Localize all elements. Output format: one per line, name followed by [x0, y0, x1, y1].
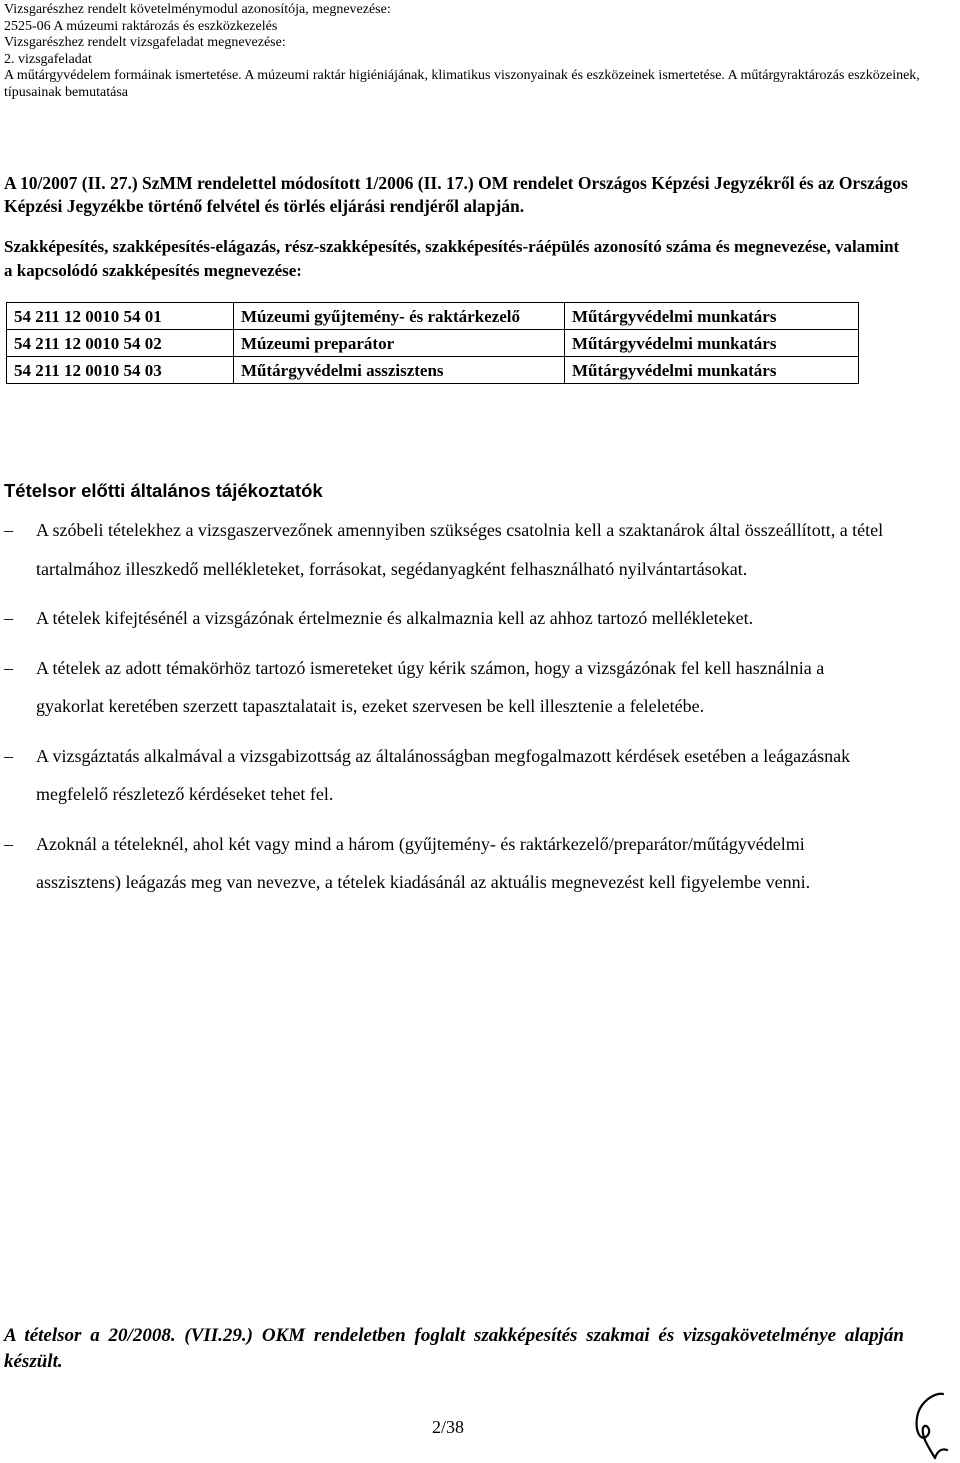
qualification-name: Múzeumi gyűjtemény- és raktárkezelő — [234, 303, 565, 330]
table-row — [7, 330, 859, 357]
list-item-text: A tételek kifejtésénél a vizsgázónak értelmeznie és alkalmaznia kell az ahhoz tartozó mellékleteket. — [36, 608, 754, 628]
dash-bullet-icon: – — [4, 520, 13, 540]
list-item — [4, 737, 884, 814]
decree-reference: A 10/2007 (II. 27.) SzMM rendelettel módosított 1/2006 (II. 17.) OM rendelet Országos Képzési Jegyzékről és az Országos Képzési Jegyzékbe történő felvétel és törlés eljárási rendjéről alapján. — [4, 173, 908, 216]
page-number: 2/38 — [432, 1417, 465, 1437]
related-qualification: Műtárgyvédelmi munkatárs — [565, 357, 859, 384]
header-task-name: 2. vizsgafeladat — [4, 51, 92, 67]
list-item — [4, 599, 884, 638]
dash-bullet-icon: – — [4, 745, 13, 766]
list-item-text: Azoknál a tételeknél, ahol két vagy mind a három (gyűjtemény- és raktárkezelő/preparátor/műtágyvédelmi asszisztens) leágazás meg van nevezve, a tételek kiadásánál az aktuális megnevezést kell figyelembe venni. — [36, 833, 811, 892]
qualification-table — [6, 302, 859, 384]
qualification-code: 54 211 12 0010 54 02 — [7, 330, 234, 357]
dash-bullet-icon: – — [4, 657, 13, 678]
header-task-label: Vizsgarészhez rendelt vizsgafeladat megnevezése: — [4, 35, 286, 50]
footer-note: A tételsor a 20/2008. (VII.29.) OKM rendeletben foglalt szakképesítés szakmai és vizsgakövetelménye alapján készült. — [4, 1325, 904, 1372]
list-item — [4, 649, 884, 726]
signature-mark — [905, 1388, 955, 1460]
list-item-text: A szóbeli tételekhez a vizsgaszervezőnek amennyiben szükséges csatolnia kell a szaktanárok által összeállított, a tétel tartalmához illeszkedő mellékleteket, forrásokat, segédanyagként felhasználható nyilvántartásokat. — [36, 520, 884, 579]
related-qualification: Műtárgyvédelmi munkatárs — [565, 303, 859, 330]
list-item-text: A vizsgáztatás alkalmával a vizsgabizottság az általánosságban megfogalmazott kérdések esetében a leágazásnak megfelelő részletező kérdéseket tehet fel. — [36, 745, 851, 804]
document-header — [4, 2, 944, 101]
qualification-intro: Szakképesítés, szakképesítés-elágazás, rész-szakképesítés, szakképesítés-ráépülés azonosító száma és megnevezése, valamint a kapcsolódó szakképesítés megnevezése: — [4, 237, 900, 280]
qualification-code: 54 211 12 0010 54 01 — [7, 303, 234, 330]
dash-bullet-icon: – — [4, 833, 13, 854]
qualification-name: Műtárgyvédelmi asszisztens — [234, 357, 565, 384]
list-item — [4, 511, 884, 588]
qualification-code: 54 211 12 0010 54 03 — [7, 357, 234, 384]
dash-bullet-icon: – — [4, 608, 13, 628]
list-item-text: A tételek az adott témakörhöz tartozó ismereteket úgy kérik számon, hogy a vizsgázónak fel kell használnia a gyakorlat keretében szerzett tapasztalatait is, ezeket szervesen be kell illesztenie a feleletébe. — [36, 657, 825, 716]
header-module-label: Vizsgarészhez rendelt követelménymodul azonosítója, megnevezése: — [4, 2, 391, 17]
header-task-description: A műtárgyvédelem formáinak ismertetése. A múzeumi raktár higiéniájának, klimatikus viszonyainak és eszközeinek ismertetése. A műtárgyraktározás eszközeinek, típusainak bemutatása — [4, 68, 920, 100]
section-title: Tételsor előtti általános tájékoztatók — [4, 480, 323, 501]
qualification-name: Múzeumi preparátor — [234, 330, 565, 357]
table-row — [7, 303, 859, 330]
header-module-name: 2525-06 A múzeumi raktározás és eszközkezelés — [4, 18, 278, 34]
related-qualification: Műtárgyvédelmi munkatárs — [565, 330, 859, 357]
table-row — [7, 357, 859, 384]
info-list — [4, 511, 884, 913]
list-item — [4, 825, 884, 902]
